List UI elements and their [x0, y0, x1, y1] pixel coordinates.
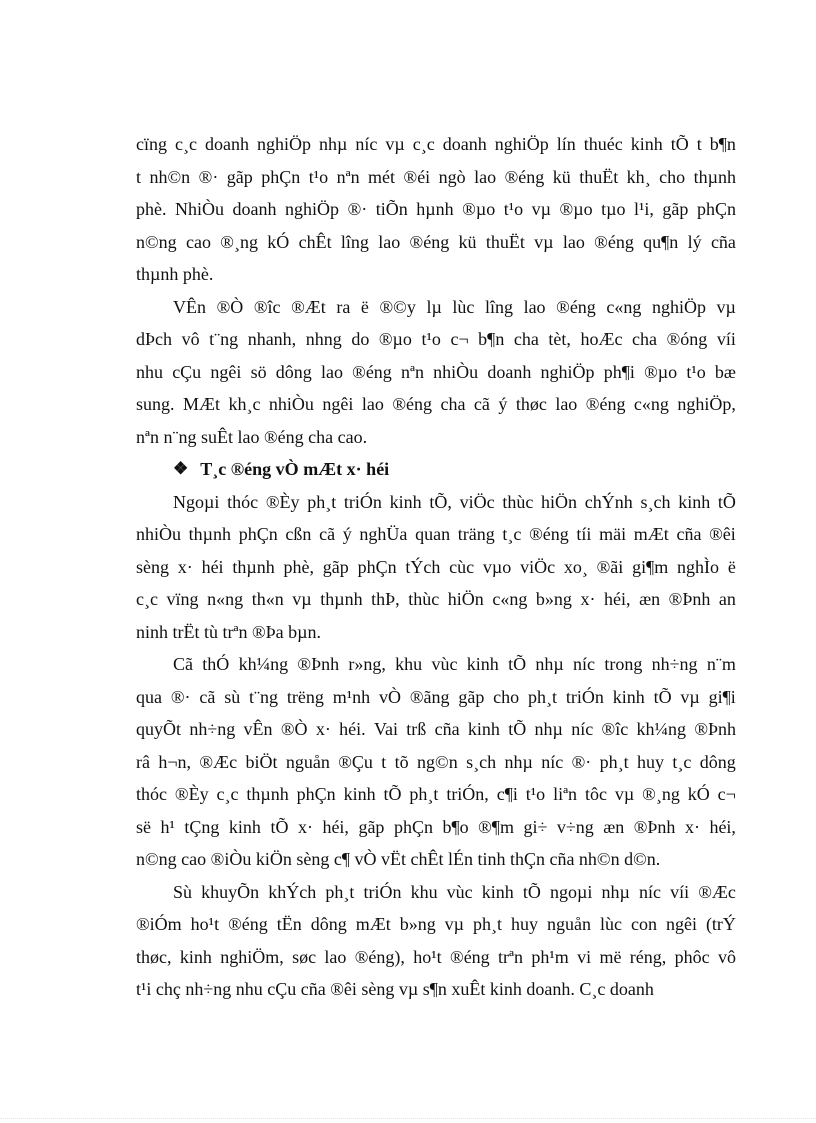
text-line: nªn n¨ng suÊt lao ®éng cha cao. [136, 426, 368, 447]
text-line: thøc, kinh nghiÖm, søc lao ®éng), ho¹t ®éng trªn ph¹m vi më réng, phôc vô [136, 946, 736, 967]
text-line: cïng c¸c doanh nghiÖp nhµ níc vµ c¸c doanh nghiÖp lín thuéc kinh tÕ t b¶n [136, 134, 736, 154]
text-line: t nh©n ®· gãp phÇn t¹o nªn mét ®éi ngò lao ®éng kü thuËt kh¸ cho thµnh [136, 166, 736, 187]
section-heading [136, 453, 736, 486]
paragraph [136, 876, 736, 1006]
text-line: sung. MÆt kh¸c nhiÒu ngêi lao ®éng cha cã ý thøc lao ®éng c«ng nghiÖp, [136, 394, 736, 414]
paragraph [136, 648, 736, 876]
text-line: n©ng cao ®iÒu kiÖn sèng c¶ vÒ vËt chÊt lÉn tinh thÇn cña nh©n d©n. [136, 849, 661, 869]
paragraphs-before-heading [136, 128, 736, 453]
text-line: Cã thÓ kh¼ng ®Þnh r»ng, khu vùc kinh tÕ nhµ níc trong nh÷ng n¨m [173, 654, 736, 674]
paragraph [136, 486, 736, 649]
page-bottom-border [0, 1118, 816, 1119]
text-line: sèng x· héi thµnh phè, gãp phÇn tÝch cùc vµo viÖc xo¸ ®ãi gi¶m nghÌo ë [136, 556, 736, 577]
text-line: n©ng cao ®¸ng kÓ chÊt lîng lao ®éng kü thuËt vµ lao ®éng qu¶n lý cña [136, 231, 736, 252]
text-line: phè. NhiÒu doanh nghiÖp ®· tiÕn hµnh ®µo t¹o vµ ®µo tµo l¹i, gãp phÇn [136, 199, 736, 219]
text-line: dÞch vô t¨ng nhanh, nhng do ®µo t¹o c¬ b¶n cha tèt, hoÆc cha ®óng víi [136, 329, 736, 349]
document-body [136, 128, 736, 1006]
text-line: VÊn ®Ò ®îc ®Æt ra ë ®©y lµ lùc lîng lao ®éng c«ng nghiÖp vµ [173, 296, 736, 317]
text-line: quyÕt nh÷ng vÊn ®Ò x· héi. Vai trß cña kinh tÕ nhµ níc ®îc kh¼ng ®Þnh [136, 719, 736, 739]
text-line: Sù khuyÕn khÝch ph¸t triÓn khu vùc kinh tÕ ngoµi nhµ níc víi ®Æc [173, 881, 736, 902]
text-line: râ h¬n, ®Æc biÖt nguån ®Çu t tõ ng©n s¸ch nhµ níc ®· ph¸t huy t¸c dông [136, 751, 736, 772]
text-line: c¸c vïng n«ng th«n vµ thµnh thÞ, thùc hiÖn c«ng b»ng x· héi, æn ®Þnh an [136, 589, 736, 609]
text-line: së h¹ tÇng kinh tÕ x· héi, gãp phÇn b¶o ®¶m gi÷ v÷ng æn ®Þnh x· héi, [136, 816, 736, 837]
text-line: Ngoµi thóc ®Èy ph¸t triÓn kinh tÕ, viÖc thùc hiÖn chÝnh s¸ch kinh tÕ [173, 491, 736, 512]
diamond-bullet-icon: ❖ [173, 459, 189, 478]
text-line: ninh trËt tù trªn ®Þa bµn. [136, 621, 322, 642]
text-line: t¹i chç nh÷ng nhu cÇu cña ®êi sèng vµ s¶n xuÊt kinh doanh. C¸c doanh [136, 979, 654, 999]
text-line: thóc ®Èy c¸c thµnh phÇn kinh tÕ ph¸t triÓn, c¶i t¹o liªn tôc vµ ®¸ng kÓ c¬ [136, 784, 736, 804]
paragraph [136, 128, 736, 291]
paragraphs-after-heading [136, 486, 736, 1006]
paragraph [136, 291, 736, 454]
text-line: nhiÒu thµnh phÇn cßn cã ý nghÜa quan träng t¸c ®éng tíi mäi mÆt cña ®êi [136, 524, 736, 544]
text-line: nhu cÇu ngêi sö dông lao ®éng nªn nhiÒu doanh nghiÖp ph¶i ®µo t¹o bæ [136, 361, 736, 382]
section-heading-title: T¸c ®éng vÒ mÆt x· héi [200, 459, 390, 479]
text-line: ®iÓm ho¹t ®éng tËn dông mÆt b»ng vµ ph¸t huy nguån lùc con ngêi (trÝ [136, 914, 736, 934]
text-line: thµnh phè. [136, 264, 214, 284]
text-line: qua ®· cã sù t¨ng trëng m¹nh vÒ ®ãng gãp cho ph¸t triÓn kinh tÕ vµ gi¶i [136, 686, 736, 707]
